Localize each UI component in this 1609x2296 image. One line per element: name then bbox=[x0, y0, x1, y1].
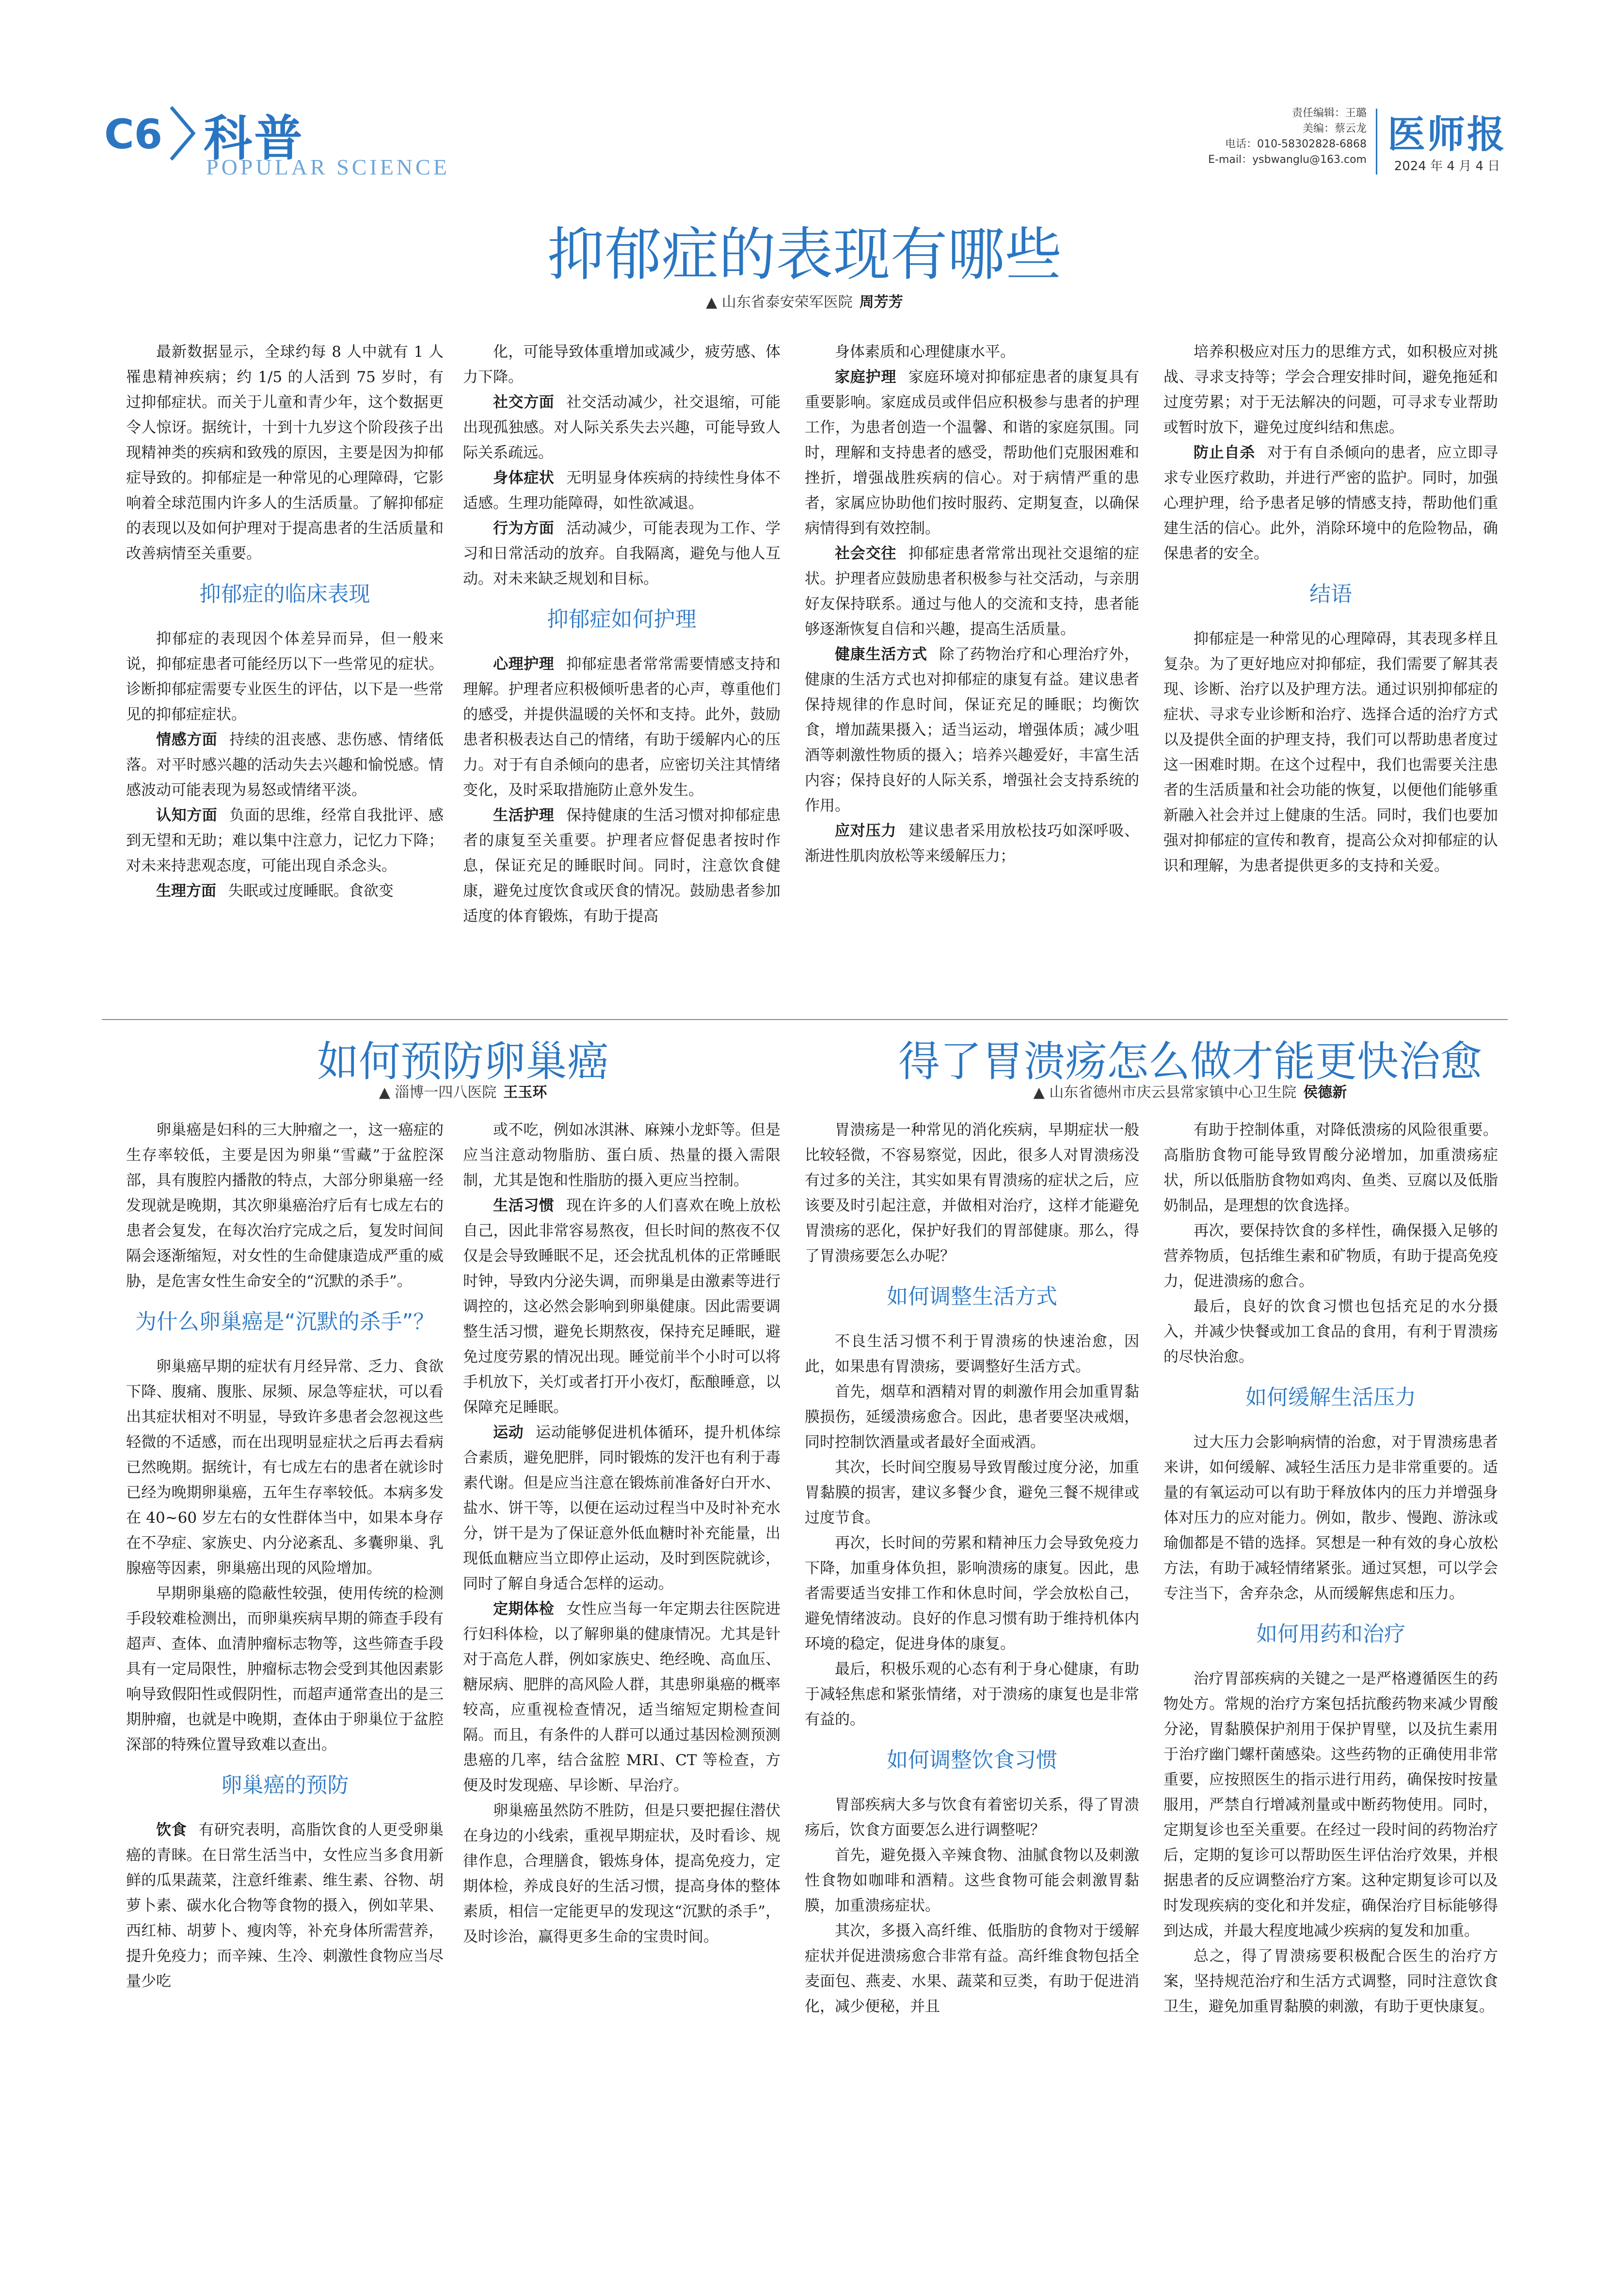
subheading: 卵巢癌的预防 bbox=[221, 1773, 349, 1798]
section-title: 科普 bbox=[204, 110, 304, 167]
paragraph: 胃溃疡是一种常见的消化疾病，早期症状一般比较轻微，不容易察觉，因此，很多人对胃溃疡没有过多的关注，其实如果有胃溃疡的症状之后，应该要及时引起注意，并做相对治疗，这样才能避免胃溃疡的恶化，保护好我们的胃部健康。那么，得了胃溃疡要怎么办呢？ bbox=[805, 1121, 1139, 1265]
subheading: 如何调整生活方式 bbox=[887, 1284, 1057, 1309]
paragraph-text: 失眠或过度睡眠。食欲变 bbox=[228, 882, 394, 900]
paragraph bbox=[805, 365, 1139, 541]
article2-column-1 bbox=[126, 1117, 444, 2247]
header-divider bbox=[1376, 109, 1377, 175]
paragraph bbox=[126, 1818, 444, 1994]
paragraph: 胃部疾病大多与饮食有着密切关系，得了胃溃疡后，饮食方面要怎么进行调整呢？ bbox=[805, 1796, 1139, 1839]
paragraph: 总之，得了胃溃疡要积极配合医生的治疗方案，坚持规范治疗和生活方式调整，同时注意饮食卫生，避免加重胃黏膜的刺激，有助于更快康复。 bbox=[1163, 1947, 1498, 2015]
article1-column-3 bbox=[805, 339, 1139, 1018]
article-title-depression: 抑郁症的表现有哪些 bbox=[547, 221, 1062, 288]
chevron-right-icon bbox=[167, 104, 197, 162]
designer: 美编：蔡云龙 bbox=[1302, 123, 1367, 135]
paragraph-text: 女性应当每一年定期去往医院进行妇科体检，以了解卵巢的健康情况。尤其是针对于高危人群，例如家族史、绝经晚、高血压、糖尿病、肥胖的高风险人群，其患卵巢癌的概率较高，应重视检查情况，适当缩短定期检查间隔。而且，有条件的人群可以通过基因检测预测患癌的几率，结合盆腔 MRI、CT 等检查，方便及时发现癌、早诊断、早治疗。 bbox=[463, 1600, 781, 1794]
paragraph: 最后，积极乐观的心态有利于身心健康，有助于减轻焦虑和紧张情绪，对于溃疡的康复也是非常有益的。 bbox=[805, 1660, 1139, 1728]
paragraph bbox=[126, 878, 444, 904]
paragraph bbox=[463, 803, 781, 929]
inline-heading: 生活习惯 bbox=[493, 1197, 555, 1214]
inline-heading: 心理护理 bbox=[493, 655, 555, 673]
subheading: 如何用药和治疗 bbox=[1256, 1622, 1405, 1646]
paragraph: 不良生活习惯不利于胃溃疡的快速治愈，因此，如果患有胃溃疡，要调整好生活方式。 bbox=[805, 1333, 1139, 1375]
article2-column-2 bbox=[463, 1117, 781, 2247]
paragraph: 再次，长时间的劳累和精神压力会导致免疫力下降，加重身体负担，影响溃疡的康复。因此，患者需要适当安排工作和休息时间，学会放松自己，避免情绪波动。良好的作息习惯有助于维持机体内环境的稳定，促进身体的康复。 bbox=[805, 1534, 1139, 1653]
paragraph: 培养积极应对压力的思维方式，如积极应对挑战、寻求支持等；学会合理安排时间，避免拖延和过度劳累；对于无法解决的问题，可寻求专业帮助或暂时放下，避免过度纠结和焦虑。 bbox=[1163, 343, 1498, 436]
paragraph bbox=[463, 1193, 781, 1420]
paragraph: 卵巢癌是妇科的三大肿瘤之一，这一癌症的生存率较低，主要是因为卵巢“雪藏”于盆腔深部，具有腹腔内播散的特点，大部分卵巢癌一经发现就是晚期，其次卵巢癌治疗后有七成左右的患者会复发，在每次治疗完成之后，复发时间间隔会逐渐缩短，对女性的生命健康造成严重的威胁，是危害女性生命安全的“沉默的杀手”。 bbox=[126, 1121, 444, 1290]
paragraph-text: 抑郁症患者常常需要情感支持和理解。护理者应积极倾听患者的心声，尊重他们的感受，并提供温暖的关怀和支持。此外，鼓励患者积极表达自己的情绪，有助于缓解内心的压力。对于有自杀倾向的患者，应密切关注其情绪变化，及时采取措施防止意外发生。 bbox=[463, 655, 781, 799]
inline-heading: 运动 bbox=[493, 1424, 524, 1441]
paragraph: 抑郁症是一种常见的心理障碍，其表现多样且复杂。为了更好地应对抑郁症，我们需要了解其表现、诊断、治疗以及护理方法。通过识别抑郁症的症状、寻求专业诊断和治疗、选择合适的治疗方式以及提供全面的护理支持，我们可以帮助患者度过这一困难时期。在这个过程中，我们也需要关注患者的生活质量和社会功能的恢复，以便他们能够重新融入社会并过上健康的生活。同时，我们也要加强对抑郁症的宣传和教育，提高公众对抑郁症的认识和理解，为患者提供更多的支持和关爱。 bbox=[1163, 630, 1498, 875]
paragraph: 身体素质和心理健康水平。 bbox=[835, 343, 1015, 361]
paragraph bbox=[1163, 440, 1498, 566]
paragraph-text: 保持健康的生活习惯对抑郁症患者的康复至关重要。护理者应督促患者按时作息，保证充足的睡眠时间。同时，注意饮食健康，避免过度饮食或厌食的情况。鼓励患者参加适度的体育锻炼，有助于提高 bbox=[463, 807, 781, 925]
inline-heading: 身体症状 bbox=[493, 469, 555, 487]
paragraph-text: 运动能够促进机体循环，提升机体综合素质，避免肥胖，同时锻炼的发汗也有利于毒素代谢。但是应当注意在锻炼前准备好白开水、盐水、饼干等，以便在运动过程当中及时补充水分，饼干是为了保证意外低血糖时补充能量，出现低血糖应当立即停止运动，及时到医院就诊，同时了解自身适合怎样的运动。 bbox=[463, 1424, 781, 1593]
article3-column-1 bbox=[805, 1117, 1139, 2247]
newspaper-logo: 医师报 bbox=[1387, 112, 1507, 157]
subheading: 抑郁症如何护理 bbox=[547, 607, 697, 632]
subheading: 为什么卵巢癌是“沉默的杀手”？ bbox=[135, 1309, 435, 1334]
author-name: 周芳芳 bbox=[859, 294, 903, 311]
paragraph-text: 建议患者采用放松技巧如深呼吸、渐进性肌肉放松等来缓解压力； bbox=[805, 822, 1139, 865]
paragraph bbox=[126, 803, 444, 878]
paragraph-text: 对于有自杀倾向的患者，应立即寻求专业医疗救助，并进行严密的监护。同时，加强心理护理，给予患者足够的情感支持，帮助他们重建生活的信心。此外，消除环境中的危险物品，确保患者的安全。 bbox=[1163, 444, 1498, 562]
paragraph: 有助于控制体重，对降低溃疡的风险很重要。高脂肪食物可能导致胃酸分泌增加，加重溃疡症状，所以低脂肪食物如鸡肉、鱼类、豆腐以及低脂奶制品，是理想的饮食选择。 bbox=[1163, 1121, 1498, 1214]
paragraph bbox=[805, 818, 1139, 869]
subheading: 结语 bbox=[1309, 582, 1352, 606]
inline-heading: 防止自杀 bbox=[1194, 444, 1256, 462]
author-org: ▲ 淄博一四八医院 bbox=[379, 1084, 497, 1101]
inline-heading: 饮食 bbox=[156, 1821, 187, 1839]
paragraph: 化，可能导致体重增加或减少，疲劳感、体力下降。 bbox=[463, 343, 781, 386]
paragraph-text: 家庭环境对抑郁症患者的康复具有重要影响。家庭成员或伴侣应积极参与患者的护理工作，为患者创造一个温馨、和谐的家庭氛围。同时，理解和支持患者的感受，帮助他们克服困难和挫折，增强战胜疾病的信心。对于病情严重的患者，家属应协助他们按时服药、定期复查，以确保病情得到有效控制。 bbox=[805, 368, 1139, 537]
article-title-gastric-ulcer: 得了胃溃疡怎么做才能更快治愈 bbox=[898, 1037, 1482, 1086]
paragraph: 首先，烟草和酒精对胃的刺激作用会加重胃黏膜损伤，延缓溃疡愈合。因此，患者要坚决戒烟，同时控制饮酒量或者最好全面戒酒。 bbox=[805, 1383, 1139, 1451]
inline-heading: 情感方面 bbox=[156, 731, 218, 749]
paragraph: 最新数据显示，全球约每 8 人中就有 1 人罹患精神疾病；约 1/5 的人活到 75 岁时，有过抑郁症状。而关于儿童和青少年，这个数据更令人惊讶。据统计，十到十九岁这个阶段孩子出现精神类的疾病和致残的原因，主要是因为抑郁症导致的。抑郁症是一种常见的心理障碍，它影响着全球范围内许多人的生活质量。了解抑郁症的表现以及如何护理对于提高患者的生活质量和改善病情至关重要。 bbox=[126, 343, 444, 562]
paragraph-text: 持续的沮丧感、悲伤感、情绪低落。对平时感兴趣的活动失去兴趣和愉悦感。情感波动可能表现为易怒或情绪平淡。 bbox=[126, 731, 444, 799]
paragraph bbox=[463, 1596, 781, 1798]
author-name: 王玉环 bbox=[503, 1084, 547, 1101]
paragraph: 卵巢癌虽然防不胜防，但是只要把握住潜伏在身边的小线索，重视早期症状，及时看诊、规律作息，合理膳食，锻炼身体，提高免疫力，定期体检，养成良好的生活习惯，提高身体的整体素质，相信一定能更早的发现这“沉默的杀手”，及时诊治，赢得更多生命的宝贵时间。 bbox=[463, 1802, 781, 1945]
paragraph: 最后，良好的饮食习惯也包括充足的水分摄入，并减少快餐或加工食品的食用，有利于胃溃疡的尽快治愈。 bbox=[1163, 1298, 1498, 1366]
paragraph bbox=[463, 465, 781, 516]
byline-gastric-ulcer bbox=[805, 1080, 1576, 1101]
paragraph-text: 抑郁症患者常常出现社交退缩的症状。护理者应鼓励患者积极参与社交活动，与亲朋好友保持联系。通过与他人的交流和支持，患者能够逐渐恢复自信和兴趣，提高生活质量。 bbox=[805, 545, 1139, 638]
paragraph: 首先，避免摄入辛辣食物、油腻食物以及刺激性食物如咖啡和酒精。这些食物可能会刺激胃黏膜，加重溃疡症状。 bbox=[805, 1847, 1139, 1914]
author-org: ▲ 山东省德州市庆云县常家镇中心卫生院 bbox=[1033, 1084, 1297, 1101]
byline-depression bbox=[0, 290, 1609, 311]
inline-heading: 应对压力 bbox=[835, 822, 897, 840]
editorial-credits bbox=[1208, 106, 1367, 168]
paragraph-text: 社交活动减少，社交退缩，可能出现孤独感。对人际关系失去兴趣，可能导致人际关系疏远。 bbox=[463, 394, 781, 462]
inline-heading: 生理方面 bbox=[156, 882, 216, 900]
paragraph: 抑郁症的表现因个体差异而异，但一般来说，抑郁症患者可能经历以下一些常见的症状。诊断抑郁症需要专业医生的评估，以下是一些常见的抑郁症症状。 bbox=[126, 630, 444, 723]
author-org: ▲ 山东省泰安荣军医院 bbox=[706, 294, 853, 311]
article-title-ovarian-cancer: 如何预防卵巢癌 bbox=[317, 1037, 609, 1086]
article1-column-4 bbox=[1163, 339, 1498, 1018]
inline-heading: 社会交往 bbox=[835, 545, 897, 562]
inline-heading: 行为方面 bbox=[493, 520, 555, 537]
inline-heading: 社交方面 bbox=[493, 394, 555, 411]
editor: 责任编辑：王璐 bbox=[1291, 107, 1367, 119]
inline-heading: 定期体检 bbox=[493, 1600, 555, 1618]
page-code: C6 bbox=[104, 111, 163, 158]
subheading: 抑郁症的临床表现 bbox=[199, 582, 370, 606]
article1-column-2 bbox=[463, 339, 781, 1018]
paragraph-text: 有研究表明，高脂饮食的人更受卵巢癌的青睐。在日常生活当中，女性应当多食用新鲜的瓜果蔬菜，注意纤维素、维生素、谷物、胡萝卜素、碳水化合物等食物的摄入，例如苹果、西红柿、胡萝卜、瘦肉等，补充身体所需营养，提升免疫力；而辛辣、生冷、刺激性食物应当尽量少吃 bbox=[126, 1821, 444, 1990]
paragraph bbox=[463, 652, 781, 803]
paragraph bbox=[126, 727, 444, 803]
inline-heading: 家庭护理 bbox=[835, 368, 897, 386]
inline-heading: 认知方面 bbox=[156, 807, 218, 824]
paragraph bbox=[463, 516, 781, 591]
email: E-mail：ysbwanglu@163.com bbox=[1208, 154, 1367, 166]
subheading: 如何缓解生活压力 bbox=[1245, 1385, 1416, 1410]
byline-ovarian-cancer bbox=[102, 1080, 824, 1101]
paragraph bbox=[463, 390, 781, 465]
paragraph: 治疗胃部疾病的关键之一是严格遵循医生的药物处方。常规的治疗方案包括抗酸药物来减少胃酸分泌，胃黏膜保护剂用于保护胃壁，以及抗生素用于治疗幽门螺杆菌感染。这些药物的正确使用非常重要，应按照医生的指示进行用药，确保按时按量服用，严禁自行增减剂量或中断药物使用。同时，定期复诊也至关重要。在经过一段时间的药物治疗后，定期的复诊可以帮助医生评估治疗效果，并根据患者的反应调整治疗方案。这种定期复诊可以及时发现疾病的变化和并发症，确保治疗目标能够得到达成，并最大程度地减少疾病的复发和加重。 bbox=[1163, 1670, 1498, 1940]
inline-heading: 生活护理 bbox=[493, 807, 555, 824]
paragraph bbox=[463, 1420, 781, 1596]
subheading: 如何调整饮食习惯 bbox=[887, 1748, 1057, 1772]
phone: 电话：010-58302828-6868 bbox=[1225, 138, 1367, 150]
author-name: 侯德新 bbox=[1303, 1084, 1347, 1101]
paragraph-text: 现在许多的人们喜欢在晚上放松自己，因此非常容易熬夜，但长时间的熬夜不仅仅是会导致睡眠不足，还会扰乱机体的正常睡眠时钟，导致内分泌失调，而卵巢是由激素等进行调控的，这必然会影响到卵巢健康。因此需要调整生活习惯，避免长期熬夜，保持充足睡眠，避免过度劳累的情况出现。睡觉前半个小时可以将手机放下，关灯或者打开小夜灯，酝酿睡意，以保障充足睡眠。 bbox=[463, 1197, 781, 1416]
paragraph: 其次，长时间空腹易导致胃酸过度分泌，加重胃黏膜的损害，建议多餐少食，避免三餐不规律或过度节食。 bbox=[805, 1459, 1139, 1527]
paragraph: 早期卵巢癌的隐蔽性较强，使用传统的检测手段较难检测出，而卵巢疾病早期的筛查手段有超声、查体、血清肿瘤标志物等，这些筛查手段具有一定局限性，肿瘤标志物会受到其他因素影响导致假阳性或假阴性，而超声通常查出的是三期肿瘤，也就是中晚期，查体由于卵巢位于盆腔深部的特殊位置导致难以查出。 bbox=[126, 1585, 444, 1754]
section-subtitle: POPULAR SCIENCE bbox=[206, 155, 450, 179]
paragraph-text: 活动减少，可能表现为工作、学习和日常活动的放弃。自我隔离，避免与他人互动。对未来缺乏规划和目标。 bbox=[463, 520, 781, 588]
paragraph-text: 无明显身体疾病的持续性身体不适感。生理功能障碍，如性欲减退。 bbox=[463, 469, 781, 512]
inline-heading: 健康生活方式 bbox=[835, 646, 927, 663]
paragraph: 过大压力会影响病情的治愈，对于胃溃疡患者来讲，如何缓解、减轻生活压力是非常重要的。适量的有氧运动可以有助于释放体内的压力并增强身体对压力的应对能力。例如，散步、慢跑、游泳或瑜伽都是不错的选择。冥想是一种有效的身心放松方法，有助于减轻情绪紧张。通过冥想，可以学会专注当下，舍弃杂念，从而缓解焦虑和压力。 bbox=[1163, 1434, 1498, 1602]
paragraph: 或不吃，例如冰淇淋、麻辣小龙虾等。但是应当注意动物脂肪、蛋白质、热量的摄入需限制，尤其是饱和性脂肪的摄入更应当控制。 bbox=[463, 1121, 781, 1189]
paragraph: 再次，要保持饮食的多样性，确保摄入足够的营养物质，包括维生素和矿物质，有助于提高免疫力，促进溃疡的愈合。 bbox=[1163, 1222, 1498, 1290]
article3-column-2 bbox=[1163, 1117, 1498, 2247]
section-divider bbox=[102, 1019, 1508, 1020]
paragraph bbox=[805, 541, 1139, 642]
article1-column-1 bbox=[126, 339, 444, 1018]
issue-date: 2024 年 4 月 4 日 bbox=[1394, 159, 1500, 174]
paragraph: 其次，多摄入高纤维、低脂肪的食物对于缓解症状并促进溃疡愈合非常有益。高纤维食物包括全麦面包、燕麦、水果、蔬菜和豆类，有助于促进消化，减少便秘，并且 bbox=[805, 1922, 1139, 2015]
paragraph: 卵巢癌早期的症状有月经异常、乏力、食欲下降、腹痛、腹胀、尿频、尿急等症状，可以看出其症状相对不明显，导致许多患者会忽视这些轻微的不适感，而在出现明显症状之后再去看病已然晚期。据统计，有七成左右的患者在就诊时已经为晚期卵巢癌，五年生存率较低。本病多发在 40~60 岁左右的女性群体当中，如果本身存在不孕症、家族史、内分泌紊乱、多囊卵巢、乳腺癌等因素，卵巢癌出现的风险增加。 bbox=[126, 1358, 444, 1577]
paragraph-text: 负面的思维，经常自我批评、感到无望和无助；难以集中注意力，记忆力下降；对未来持悲观态度，可能出现自杀念头。 bbox=[126, 807, 444, 875]
paragraph-text: 除了药物治疗和心理治疗外，健康的生活方式也对抑郁症的康复有益。建议患者保持规律的作息时间，保证充足的睡眠；均衡饮食，增加蔬果摄入；适当运动，增强体质；减少咀酒等刺激性物质的摄入；培养兴趣爱好，丰富生活内容；保持良好的人际关系，增强社会支持系统的作用。 bbox=[805, 646, 1139, 814]
paragraph bbox=[805, 642, 1139, 818]
